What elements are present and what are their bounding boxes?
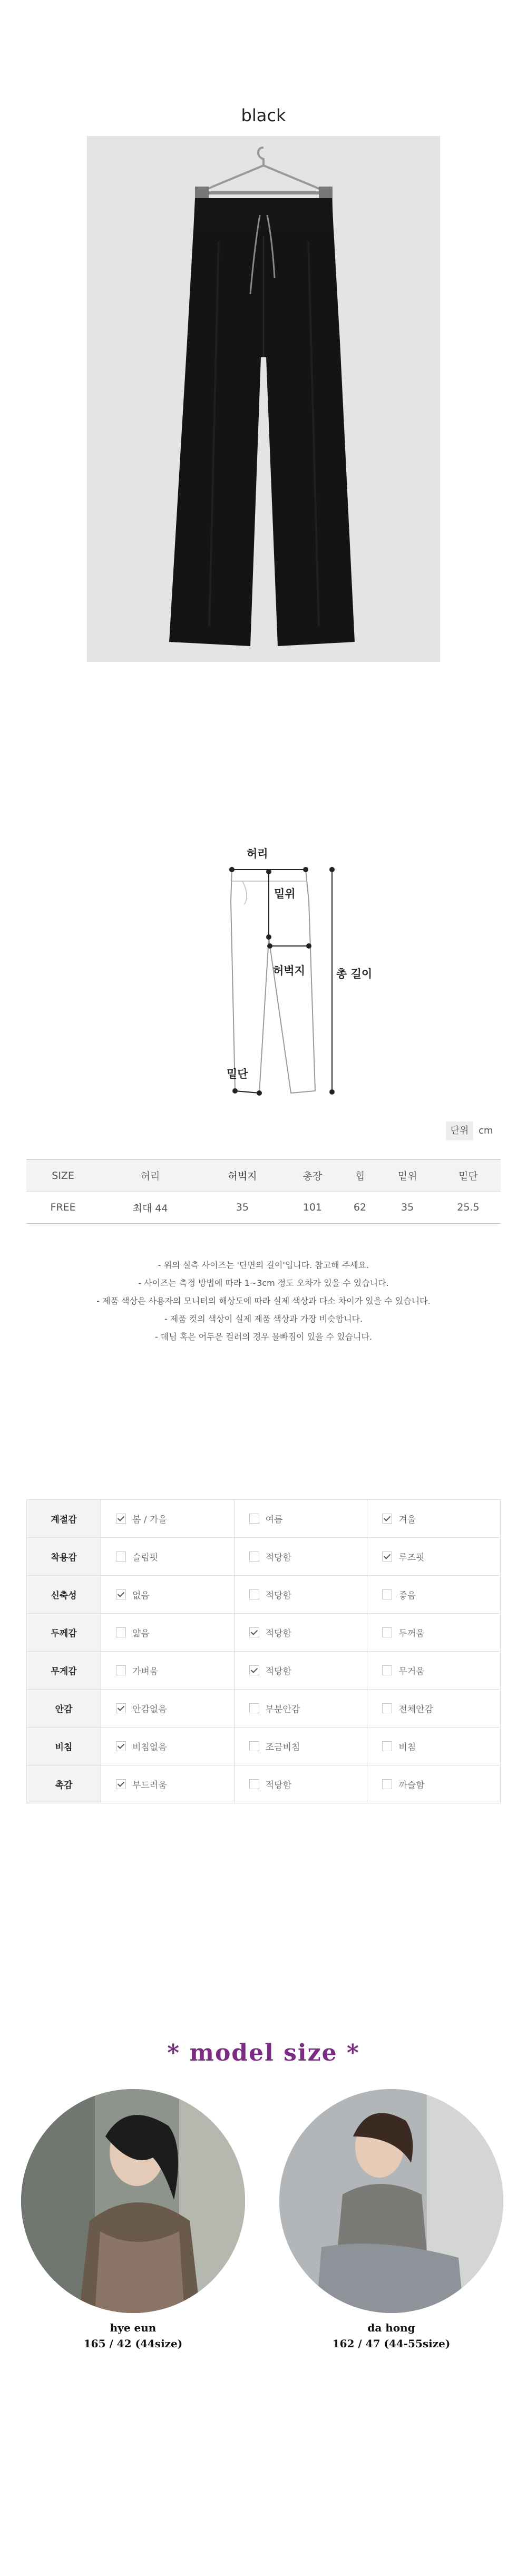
feature-option xyxy=(367,1690,501,1728)
feature-option-label: 좋음 xyxy=(398,1591,416,1601)
feature-option xyxy=(234,1576,367,1614)
note-line: - 위의 실측 사이즈는 '단면의 길이'입니다. 참고해 주세요. xyxy=(158,1260,369,1270)
table-row xyxy=(26,1192,501,1224)
checkbox-empty-icon xyxy=(382,1627,392,1637)
model-info-da-hong xyxy=(279,2320,503,2351)
cell-waist: 최대 44 xyxy=(100,1192,200,1224)
feature-option-label: 없음 xyxy=(132,1591,150,1601)
feature-option xyxy=(234,1652,367,1690)
feature-row xyxy=(27,1728,501,1765)
checkbox-checked-icon xyxy=(116,1741,126,1751)
note-line: - 사이즈는 측정 방법에 따라 1~3cm 정도 오차가 있을 수 있습니다. xyxy=(138,1278,389,1288)
model-name: da hong xyxy=(367,2321,415,2334)
cell-size: FREE xyxy=(26,1192,100,1224)
size-table xyxy=(26,1159,501,1224)
header-thigh: 허벅지 xyxy=(201,1160,284,1192)
feature-name: 신축성 xyxy=(27,1576,101,1614)
feature-option-label: 조금비침 xyxy=(265,1742,300,1753)
checkbox-empty-icon xyxy=(116,1665,126,1675)
feature-option xyxy=(367,1728,501,1765)
feature-option xyxy=(234,1728,367,1765)
feature-option-label: 적당함 xyxy=(265,1780,291,1791)
header-waist: 허리 xyxy=(100,1160,200,1192)
feature-name: 착용감 xyxy=(27,1538,101,1576)
size-table-header xyxy=(26,1160,501,1192)
note-line: - 제품 색상은 사용자의 모니터의 해상도에 따라 실제 색상과 다소 차이가 있을 수 있습니다. xyxy=(96,1296,431,1306)
feature-option xyxy=(101,1728,234,1765)
diagram-thigh-label: 허벅지 xyxy=(273,964,305,977)
feature-option xyxy=(234,1690,367,1728)
feature-option-label: 비침없음 xyxy=(132,1742,167,1753)
feature-option xyxy=(367,1614,501,1652)
feature-option xyxy=(234,1500,367,1538)
checkbox-empty-icon xyxy=(249,1741,259,1751)
cell-rise: 35 xyxy=(379,1192,436,1224)
feature-row xyxy=(27,1614,501,1652)
feature-name: 계절감 xyxy=(27,1500,101,1538)
feature-option xyxy=(234,1765,367,1803)
header-hip: 힙 xyxy=(341,1160,379,1192)
size-notes xyxy=(0,1256,527,1346)
feature-option xyxy=(101,1652,234,1690)
checkbox-empty-icon xyxy=(382,1779,392,1789)
checkbox-empty-icon xyxy=(382,1589,392,1599)
unit-label: 단위 xyxy=(446,1121,473,1140)
feature-option-label: 적당함 xyxy=(265,1628,291,1639)
header-size: SIZE xyxy=(26,1160,100,1192)
feature-option-label: 슬림핏 xyxy=(132,1553,159,1563)
feature-option-label: 부분안감 xyxy=(265,1704,300,1715)
feature-row xyxy=(27,1652,501,1690)
cell-hem: 25.5 xyxy=(436,1192,501,1224)
checkbox-empty-icon xyxy=(249,1589,259,1599)
checkbox-checked-icon xyxy=(382,1552,392,1562)
feature-row xyxy=(27,1538,501,1576)
feature-option xyxy=(101,1765,234,1803)
feature-name: 촉감 xyxy=(27,1765,101,1803)
checkbox-empty-icon xyxy=(382,1741,392,1751)
cell-length: 101 xyxy=(284,1192,341,1224)
feature-option xyxy=(367,1500,501,1538)
feature-option-label: 두꺼움 xyxy=(398,1628,425,1639)
checkbox-empty-icon xyxy=(249,1514,259,1524)
diagram-hem-label: 밑단 xyxy=(227,1068,248,1080)
feature-option xyxy=(367,1652,501,1690)
checkbox-empty-icon xyxy=(116,1627,126,1637)
checkbox-empty-icon xyxy=(249,1703,259,1713)
size-diagram xyxy=(211,838,385,1123)
model-photo-da-hong xyxy=(279,2089,503,2313)
unit-value: cm xyxy=(479,1125,493,1136)
diagram-total-length-label: 총 길이 xyxy=(336,968,373,980)
checkbox-empty-icon xyxy=(249,1779,259,1789)
feature-option xyxy=(101,1614,234,1652)
feature-name: 비침 xyxy=(27,1728,101,1765)
product-photo xyxy=(87,136,440,662)
checkbox-checked-icon xyxy=(116,1779,126,1789)
feature-option-label: 얇음 xyxy=(132,1628,150,1639)
color-name: black xyxy=(241,105,286,125)
checkbox-empty-icon xyxy=(249,1552,259,1562)
feature-row xyxy=(27,1500,501,1538)
feature-table xyxy=(26,1499,501,1803)
checkbox-checked-icon xyxy=(116,1589,126,1599)
feature-name: 안감 xyxy=(27,1690,101,1728)
feature-option xyxy=(234,1614,367,1652)
checkbox-checked-icon xyxy=(249,1665,259,1675)
checkbox-checked-icon xyxy=(116,1703,126,1713)
diagram-rise-label: 밑위 xyxy=(274,887,296,900)
feature-option xyxy=(101,1690,234,1728)
feature-option-label: 무거움 xyxy=(398,1666,425,1677)
model-size: 162 / 47 (44-55size) xyxy=(332,2337,451,2350)
feature-option xyxy=(101,1538,234,1576)
diagram-waist-label: 허리 xyxy=(247,847,268,860)
feature-option-label: 전체안감 xyxy=(398,1704,433,1715)
note-line: - 데님 혹은 어두운 컬러의 경우 물빠짐이 있을 수 있습니다. xyxy=(154,1332,373,1342)
checkbox-checked-icon xyxy=(382,1514,392,1524)
checkbox-checked-icon xyxy=(116,1514,126,1524)
feature-option xyxy=(367,1765,501,1803)
feature-row xyxy=(27,1576,501,1614)
header-length: 총장 xyxy=(284,1160,341,1192)
cell-hip: 62 xyxy=(341,1192,379,1224)
feature-option-label: 안감없음 xyxy=(132,1704,167,1715)
note-line: - 제품 컷의 색상이 실제 제품 색상과 가장 비슷합니다. xyxy=(164,1314,363,1324)
header-hem: 밑단 xyxy=(436,1160,501,1192)
feature-option-label: 까슬함 xyxy=(398,1780,425,1791)
checkbox-checked-icon xyxy=(249,1627,259,1637)
feature-option xyxy=(234,1538,367,1576)
feature-option-label: 적당함 xyxy=(265,1591,291,1601)
feature-option-label: 가벼움 xyxy=(132,1666,159,1677)
feature-option-label: 여름 xyxy=(265,1515,283,1525)
feature-row xyxy=(27,1765,501,1803)
feature-option xyxy=(367,1538,501,1576)
checkbox-empty-icon xyxy=(116,1552,126,1562)
checkbox-empty-icon xyxy=(382,1665,392,1675)
feature-option-label: 비침 xyxy=(398,1742,416,1753)
feature-name: 두께감 xyxy=(27,1614,101,1652)
feature-name: 무게감 xyxy=(27,1652,101,1690)
model-name: hye eun xyxy=(110,2321,157,2334)
feature-option xyxy=(101,1500,234,1538)
model-size-title: * model size * xyxy=(167,2040,360,2066)
feature-option-label: 부드러움 xyxy=(132,1780,167,1791)
feature-option-label: 봄 / 가을 xyxy=(132,1515,167,1525)
feature-option xyxy=(367,1576,501,1614)
feature-option-label: 적당함 xyxy=(265,1666,291,1677)
feature-row xyxy=(27,1690,501,1728)
model-info-hye-eun xyxy=(21,2320,245,2351)
header-rise: 밑위 xyxy=(379,1160,436,1192)
model-size: 165 / 42 (44size) xyxy=(83,2337,183,2350)
feature-option xyxy=(101,1576,234,1614)
checkbox-empty-icon xyxy=(382,1703,392,1713)
feature-option-label: 적당함 xyxy=(265,1553,291,1563)
feature-option-label: 겨울 xyxy=(398,1515,416,1525)
cell-thigh: 35 xyxy=(201,1192,284,1224)
feature-option-label: 루즈핏 xyxy=(398,1553,425,1563)
model-photo-hye-eun xyxy=(21,2089,245,2313)
